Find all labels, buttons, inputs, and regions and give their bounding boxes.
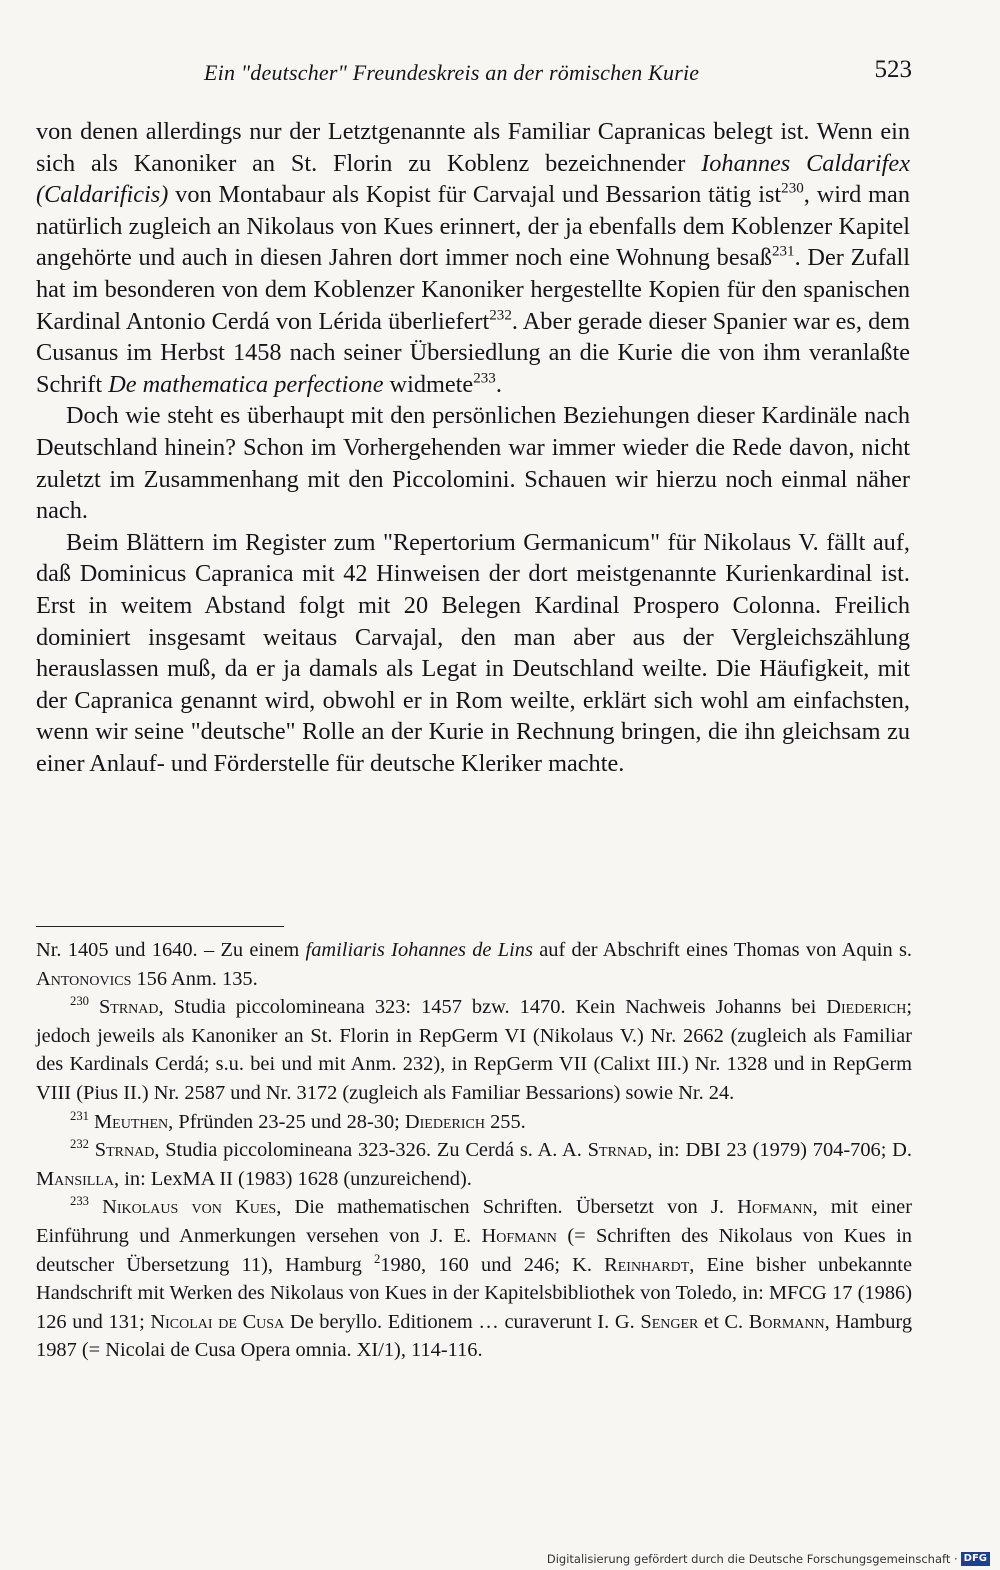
footnote-230 bbox=[36, 993, 912, 1107]
text-run: , mit einer Einführung und Anmerkungen versehen von J. E. bbox=[36, 1196, 912, 1247]
text-run: von Montabaur als Kopist für Carvajal und Bessarion tätig ist bbox=[168, 181, 782, 209]
page-number: 523 bbox=[874, 56, 912, 83]
footnote-ref-232: 232 bbox=[489, 307, 512, 324]
text-run: von denen allerdings nur der Letztgenannte als Familiar Capranicas belegt ist. Wenn ein sich als Kanoniker an St. Florin zu Koblenz bezeichnender bbox=[36, 118, 910, 177]
text-run: . Der Zufall hat im besonderen von dem Koblenzer Kanoniker hergestellte Kopien für den spanischen Kardinal Antonio Cerdá von Lérida überliefert bbox=[36, 244, 910, 335]
italic-title: De mathematica perfectione bbox=[108, 370, 384, 398]
paragraph-2: Doch wie steht es überhaupt mit den persönlichen Beziehungen dieser Kardinäle nach Deutschland hinein? Schon im Vorhergehenden war immer wieder die Rede davon, nicht zuletzt im Zusammenhang mit den Piccolomini. Schauen wir hierzu noch einmal näher nach. bbox=[36, 402, 910, 525]
footnote-divider bbox=[36, 926, 284, 927]
text-run: . bbox=[495, 370, 502, 398]
text-run: , Die mathematischen Schriften. Übersetzt von J. bbox=[276, 1196, 738, 1219]
text-run: Nr. 1405 und 1640. – Zu einem bbox=[36, 939, 306, 961]
footnote-232 bbox=[36, 1136, 912, 1193]
author-name: Strnad bbox=[98, 996, 159, 1019]
text-run: , in: LexMA II (1983) 1628 (unzureichend). bbox=[114, 1167, 472, 1190]
paragraph-3: Beim Blättern im Register zum "Repertorium Germanicum" für Nikolaus V. fällt auf, daß Dominicus Capranica mit 42 Hinweisen der dort meistgenannte Kurienkardinal ist. Erst in weitem Abstand folgt mit 20 Belegen Kardinal Prospero Colonna. Freilich dominiert insgesamt weitaus Carvajal, den man aber aus der Vergleichszählung herauslassen muß, da er ja damals als Legat in Deutschland weilte. Die Häufigkeit, mit der Capranica genannt wird, obwohl er in Rom weilte, erklärt sich wohl am einfachsten, wenn wir seine "deutsche" Rolle an der Kurie in Rechnung bringen, die ihn gleichsam zu einer Anlauf- und Förderstelle für deutsche Kleriker machte. bbox=[36, 528, 910, 777]
author-name: Senger bbox=[640, 1310, 699, 1333]
text-run: , Hamburg 1987 (= Nicolai de Cusa Opera omnia. XI/1), 114-116. bbox=[36, 1310, 913, 1362]
text-run: 255. bbox=[484, 1110, 526, 1133]
running-title: Ein "deutscher" Freundeskreis an der römischen Kurie bbox=[204, 60, 700, 85]
dfg-logo: DFG bbox=[961, 1552, 990, 1566]
text-run: 1980, 160 und 246; K. bbox=[380, 1253, 605, 1276]
author-name: Hofmann bbox=[737, 1196, 813, 1219]
footnote-ref-231: 231 bbox=[772, 244, 795, 261]
author-name: Strnad bbox=[587, 1139, 648, 1162]
text-run: , Studia piccolomineana 323-326. Zu Cerdá s. A. A. bbox=[154, 1139, 588, 1162]
footnote-number: 230 bbox=[70, 994, 89, 1009]
text-run: et C. bbox=[698, 1310, 749, 1333]
text-run: , Studia piccolomineana 323: 1457 bzw. 1470. Kein Nachweis Johanns bei bbox=[158, 996, 827, 1019]
footnote-continuation bbox=[36, 936, 912, 993]
author-name: Hofmann bbox=[481, 1224, 557, 1247]
credit-text: Digitalisierung gefördert durch die Deutsche Forschungsgemeinschaft · bbox=[546, 1552, 958, 1566]
footnote-ref-230: 230 bbox=[781, 180, 804, 197]
author-name: Diederich bbox=[404, 1110, 485, 1133]
footnote-233 bbox=[36, 1193, 912, 1365]
footnote-number: 232 bbox=[70, 1137, 89, 1152]
text-run: , in: DBI 23 (1979) 704-706; D. bbox=[647, 1139, 912, 1162]
text-run: . Aber gerade dieser Spanier war es, dem Cusanus im Herbst 1458 nach seiner Übersiedlung an die Kurie die von ihm veranlaßte Schrift bbox=[36, 307, 910, 398]
author-name: Bormann bbox=[748, 1310, 825, 1333]
paragraph-1 bbox=[36, 116, 910, 400]
text-run: ; jedoch jeweils als Kanoniker an St. Florin in RepGerm VI (Nikolaus V.) Nr. 2662 (zugleich als Familiar des Kardinals Cerdá; s.u. bei und mit Anm. 232), in RepGerm VII (Calixt III.) Nr. 1328 und in RepGerm VIII (Pius II.) Nr. 2587 und Nr. 3172 (zugleich als Familiar Bessarions) sowie Nr. 24. bbox=[36, 996, 912, 1104]
text-run: , wird man natürlich zugleich an Nikolaus von Kues erinnert, der ja ebenfalls dem Koblenzer Kapitel angehörte und auch in diesen Jahren dort immer noch eine Wohnung besaß bbox=[36, 181, 910, 272]
footnote-number: 231 bbox=[70, 1108, 89, 1123]
text-run: widmete bbox=[383, 370, 474, 398]
italic-text: familiaris Iohannes de Lins bbox=[305, 939, 533, 961]
digitization-credit bbox=[547, 1552, 990, 1566]
italic-name: Iohannes Caldarifex (Caldarificis) bbox=[36, 149, 910, 209]
text-run: De beryllo. Editionem … curaverunt I. G. bbox=[284, 1310, 641, 1333]
edition-superscript: 2 bbox=[373, 1251, 381, 1266]
text-run: auf der Abschrift eines Thomas von Aquin s. bbox=[532, 939, 912, 961]
text-run: , Eine bisher unbekannte Handschrift mit Werken des Nikolaus von Kues in der Kapitelsbibliothek von Toledo, in: MFCG 17 (1986) 126 und 131; bbox=[36, 1253, 913, 1333]
author-name: Reinhardt bbox=[604, 1253, 690, 1276]
page-header bbox=[36, 56, 912, 92]
text-run: , Pfründen 23-25 und 28-30; bbox=[168, 1110, 405, 1133]
author-name: Diederich bbox=[826, 996, 907, 1019]
author-name: Strnad bbox=[94, 1139, 155, 1162]
author-name: Nicolai de Cusa bbox=[150, 1310, 285, 1333]
footnotes bbox=[36, 936, 912, 1365]
footnote-number: 233 bbox=[70, 1194, 89, 1209]
author-name: Mansilla bbox=[36, 1167, 115, 1190]
main-text bbox=[36, 116, 910, 779]
author-name: Antonovics bbox=[36, 967, 132, 990]
author-name: Nikolaus von Kues bbox=[102, 1196, 277, 1219]
text-run: 156 Anm. 135. bbox=[131, 967, 258, 990]
author-name: Meuthen bbox=[94, 1110, 169, 1133]
footnote-ref-233: 233 bbox=[473, 370, 496, 387]
footnote-231 bbox=[36, 1108, 912, 1137]
text-run: (= Schriften des Nikolaus von Kues in deutscher Übersetzung 11), Hamburg bbox=[36, 1224, 912, 1276]
